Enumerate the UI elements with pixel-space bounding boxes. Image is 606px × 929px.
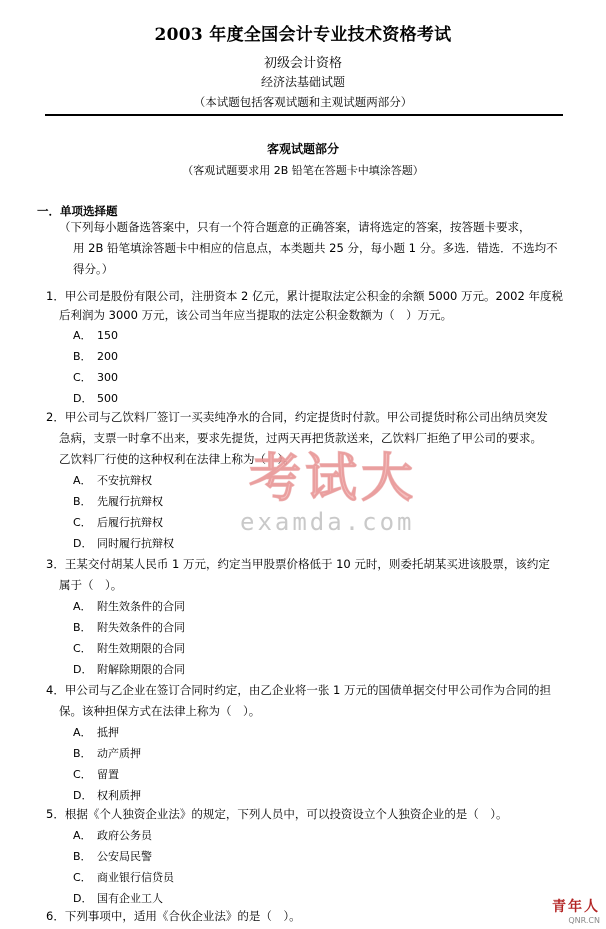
section-note: （客观试题要求用 2B 铅笔在答题卡中填涂答题） <box>182 164 424 177</box>
part-heading: 一．单项选择题 <box>37 204 118 218</box>
watermark-logo <box>228 446 438 504</box>
question-4-option-b: B． 动产质押 <box>73 747 141 760</box>
question-6-text: 6．下列事项中，适用《合伙企业法》的是（ ）。 <box>46 909 301 923</box>
question-2-option-a: A． 不安抗辩权 <box>73 474 152 487</box>
watermark-domain: examda.com <box>240 508 415 536</box>
question-5-option-b: B． 公安局民警 <box>73 850 152 863</box>
question-3-option-c: C． 附生效期限的合同 <box>73 642 185 655</box>
question-2-text: 急病，支票一时拿不出来，要求先提货，过两天再把货款送来，乙饮料厂拒绝了甲公司的要求。 <box>59 431 542 445</box>
question-2-text: 乙饮料厂行使的这种权利在法律上称为（ ）。 <box>59 452 295 466</box>
question-2-option-b: B． 先履行抗辩权 <box>73 495 163 508</box>
question-2-option-c: C． 后履行抗辩权 <box>73 516 163 529</box>
exam-subject: 经济法基础试题 <box>260 75 345 89</box>
question-3-option-d: D． 附解除期限的合同 <box>73 663 185 676</box>
question-4-option-d: D． 权利质押 <box>73 789 141 802</box>
header-divider <box>45 114 563 116</box>
question-4-option-c: C． 留置 <box>73 768 119 781</box>
corner-watermark-en: QNR.CN <box>568 916 600 925</box>
question-3-option-b: B． 附失效条件的合同 <box>73 621 185 634</box>
section-title: 客观试题部分 <box>266 142 339 156</box>
question-3-text: 3．王某交付胡某人民币 1 万元，约定当甲股票价格低于 10 元时，则委托胡某买进该股票，该约定 <box>46 557 550 571</box>
exam-title: 2003 年度全国会计专业技术资格考试 <box>154 25 452 45</box>
question-1-option-c: C． 300 <box>73 371 118 384</box>
corner-watermark-cn: 青年人 <box>552 899 600 915</box>
question-5-option-d: D． 国有企业工人 <box>73 892 163 905</box>
svg-text:考试大: 考试大 <box>248 449 418 504</box>
question-4-text: 保。该种担保方式在法律上称为（ ）。 <box>59 704 261 718</box>
exam-scope-note: （本试题包括客观试题和主观试题两部分） <box>193 95 413 109</box>
question-2-text: 2．甲公司与乙饮料厂签订一买卖纯净水的合同，约定提货时付款。甲公司提货时称公司出纳员突发 <box>46 410 548 424</box>
instruction-line: （下列每小题备选答案中，只有一个符合题意的正确答案，请将选定的答案，按答题卡要求， <box>59 220 531 234</box>
question-3-text: 属于（ ）。 <box>59 578 123 592</box>
question-2-option-d: D． 同时履行抗辩权 <box>73 537 174 550</box>
question-1-option-b: B． 200 <box>73 350 118 363</box>
exam-level: 初级会计资格 <box>263 56 342 71</box>
question-5-text: 5．根据《个人独资企业法》的规定，下列人员中，可以投资设立个人独资企业的是（ ）。 <box>46 807 508 821</box>
question-5-option-c: C． 商业银行信贷员 <box>73 871 174 884</box>
question-3-option-a: A． 附生效条件的合同 <box>73 600 185 613</box>
question-1-text: 后利润为 3000 万元，该公司当年应当提取的法定公积金数额为（ ）万元。 <box>59 308 453 322</box>
question-4-option-a: A． 抵押 <box>73 726 119 739</box>
instruction-line: 得分。） <box>73 262 114 276</box>
question-4-text: 4．甲公司与乙企业在签订合同时约定，由乙企业将一张 1 万元的国债单据交付甲公司作为合同的担 <box>46 683 551 697</box>
instruction-line: 用 2B 铅笔填涂答题卡中相应的信息点，本类题共 25 分，每小题 1 分。多选．错选．不选均不 <box>73 241 558 255</box>
question-1-text: 1．甲公司是股份有限公司，注册资本 2 亿元，累计提取法定公积金的余额 5000 万元。2002 年度税 <box>46 289 563 303</box>
question-5-option-a: A． 政府公务员 <box>73 829 152 842</box>
question-1-option-d: D． 500 <box>73 392 118 405</box>
question-1-option-a: A． 150 <box>73 329 118 342</box>
corner-watermark <box>552 896 600 925</box>
